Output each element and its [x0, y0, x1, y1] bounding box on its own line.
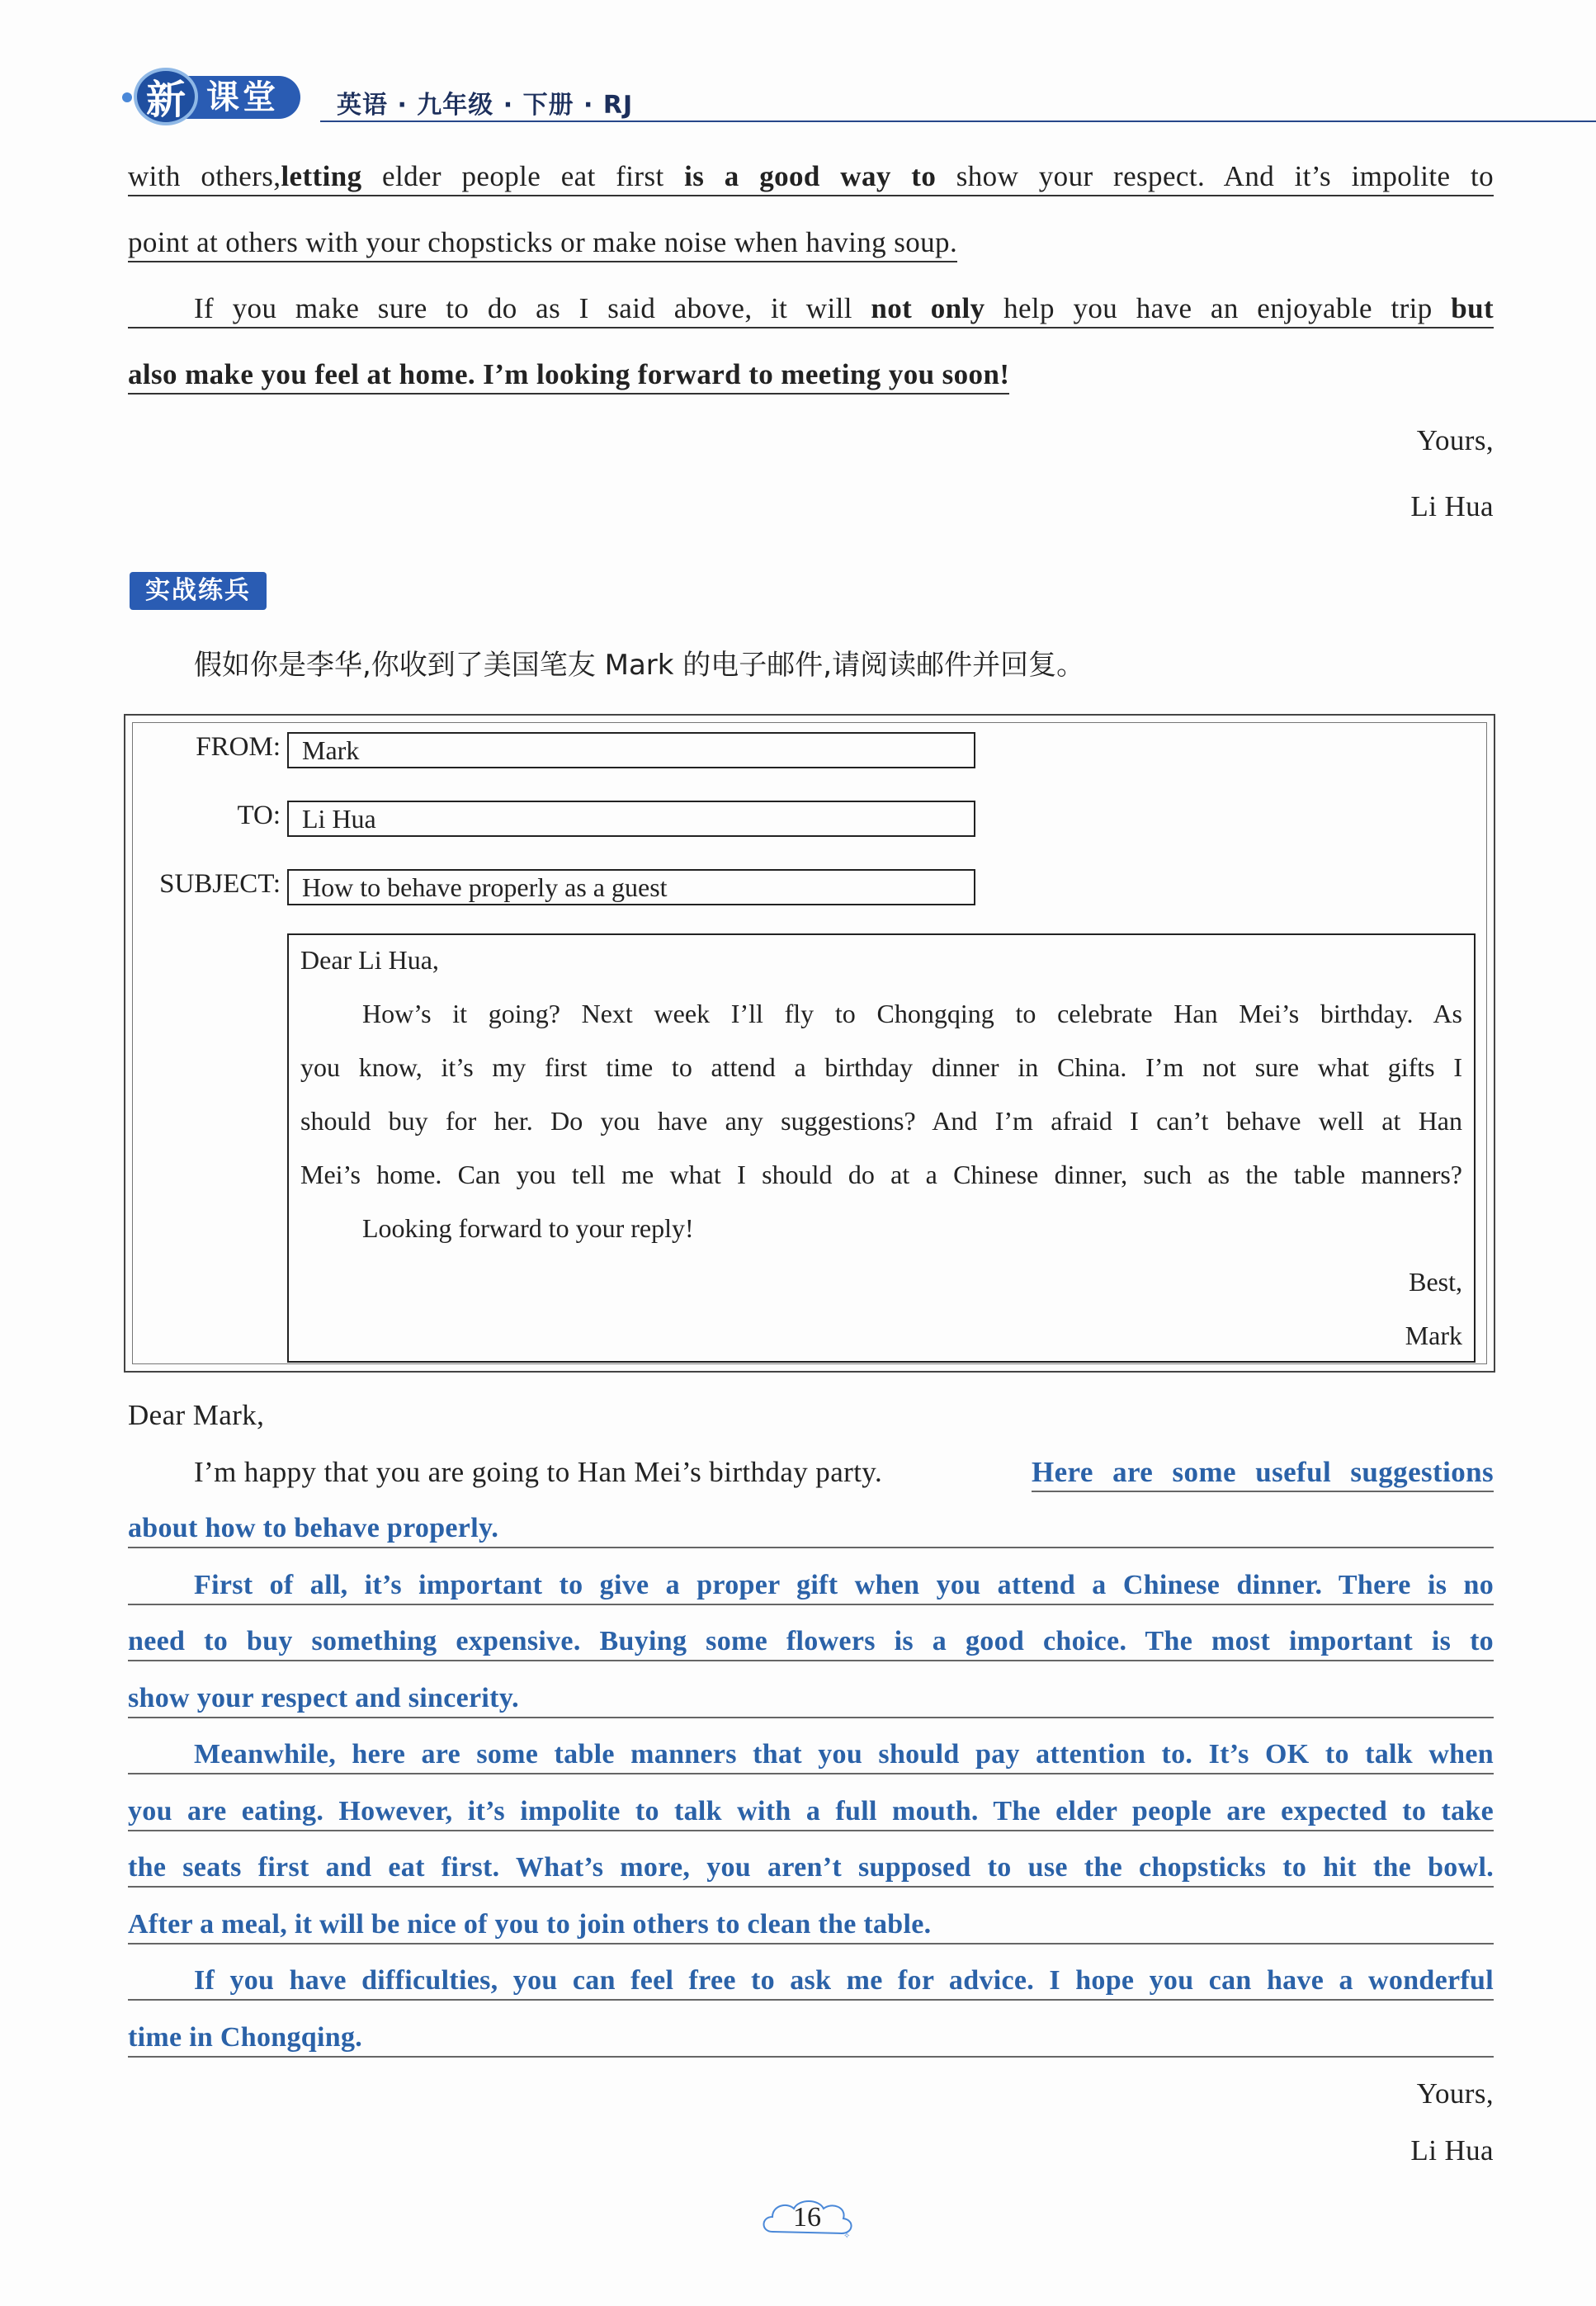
email-signature: Mark [1405, 1321, 1462, 1350]
from-label: FROM: [196, 732, 281, 762]
email-closing: Best, [1409, 1267, 1462, 1297]
logo [134, 68, 323, 125]
answer-line-7: you are eating. However, it’s impolite to talk with a full mouth. The elder people are expected to take [128, 1793, 1494, 1831]
answer-line-10: If you have difficulties, you can feel free to ask me for advice. I hope you can have a wonderful [128, 1963, 1494, 2001]
passage-line-3 [128, 291, 1494, 328]
passage-line-4: also make you feel at home. I’m looking forward to meeting you soon! [128, 357, 1009, 395]
answer-line-8: the seats first and eat first. What’s more, you aren’t supposed to use the chopsticks to hit the bowl. [128, 1850, 1494, 1888]
passage-bold: letting [281, 160, 362, 192]
passage-closing: Yours, [1416, 424, 1494, 456]
logo-dot [122, 92, 132, 102]
reply-greeting: Dear Mark, [128, 1399, 265, 1431]
email-box [124, 714, 1495, 1373]
to-label: TO: [237, 801, 281, 830]
section-badge: 实战练兵 [130, 572, 267, 610]
page-number [758, 2195, 857, 2240]
email-line: you know, it’s my first time to attend a birthday dinner in China. I’m not sure what gifts I [300, 1052, 1462, 1082]
header-divider [320, 120, 1596, 122]
passage-text: with others, [128, 160, 281, 192]
reply-opening: I’m happy that you are going to Han Mei’s birthday party. [194, 1456, 883, 1488]
page-header [124, 68, 1494, 132]
passage-bold: not only [871, 292, 985, 324]
email-body [287, 933, 1476, 1363]
answer-line-4: need to buy something expensive. Buying some flowers is a good choice. The most important is to [128, 1623, 1494, 1661]
email-line: How’s it going? Next week I’ll fly to Chongqing to celebrate Han Mei’s birthday. As [362, 999, 1462, 1028]
instruction-text: 假如你是李华,你收到了美国笔友 Mark 的电子邮件,请阅读邮件并回复。 [194, 649, 1085, 682]
answer-line-2: about how to behave properly. [128, 1510, 1494, 1548]
reply-opening-line [128, 1454, 1494, 1491]
email-line: Looking forward to your reply! [362, 1213, 694, 1243]
answer-line-9: After a meal, it will be nice of you to join others to clean the table. [128, 1907, 1494, 1945]
passage-text: If you make sure to do as I said above, it will [194, 292, 871, 324]
answer-line-1: Here are some useful suggestions [1032, 1454, 1494, 1492]
email-line: Mei’s home. Can you tell me what I should do at a Chinese dinner, such as the table manners? [300, 1160, 1462, 1189]
svg-text:✧: ✧ [843, 2232, 851, 2240]
passage-bold: but [1451, 292, 1494, 324]
passage-text: show your respect. And it’s impolite to [936, 160, 1494, 192]
passage-signature: Li Hua [1410, 490, 1494, 522]
email-line: should buy for her. Do you have any suggestions? And I’m afraid I can’t behave well at Han [300, 1106, 1462, 1136]
passage-line-2: point at others with your chopsticks or make noise when having soup. [128, 224, 957, 262]
answer-line-11: time in Chongqing. [128, 2020, 1494, 2058]
subject-field: How to behave properly as a guest [287, 869, 975, 905]
passage-text: elder people eat first [361, 160, 685, 192]
reply-signature: Li Hua [1410, 2134, 1494, 2167]
answer-line-6: Meanwhile, here are some table manners that you should pay attention to. It’s OK to talk when [128, 1737, 1494, 1774]
passage-line-1 [128, 158, 1494, 196]
logo-text-new: 新 [134, 68, 198, 125]
page-number-text: 16 [793, 2202, 821, 2233]
answer-line-3: First of all, it’s important to give a proper gift when you attend a Chinese dinner. There is no [128, 1567, 1494, 1605]
subject-label: SUBJECT: [159, 869, 281, 899]
email-greeting: Dear Li Hua, [300, 945, 439, 975]
passage-bold: is a good way to [684, 160, 937, 192]
from-field: Mark [287, 732, 975, 768]
passage-text: help you have an enjoyable trip [985, 292, 1452, 324]
logo-text-rest: 课堂 [185, 76, 300, 119]
header-subtitle: 英语 · 九年级 · 下册 · RJ [337, 91, 634, 120]
to-field: Li Hua [287, 801, 975, 837]
answer-line-5: show your respect and sincerity. [128, 1680, 1494, 1718]
reply-closing: Yours, [1416, 2077, 1494, 2110]
